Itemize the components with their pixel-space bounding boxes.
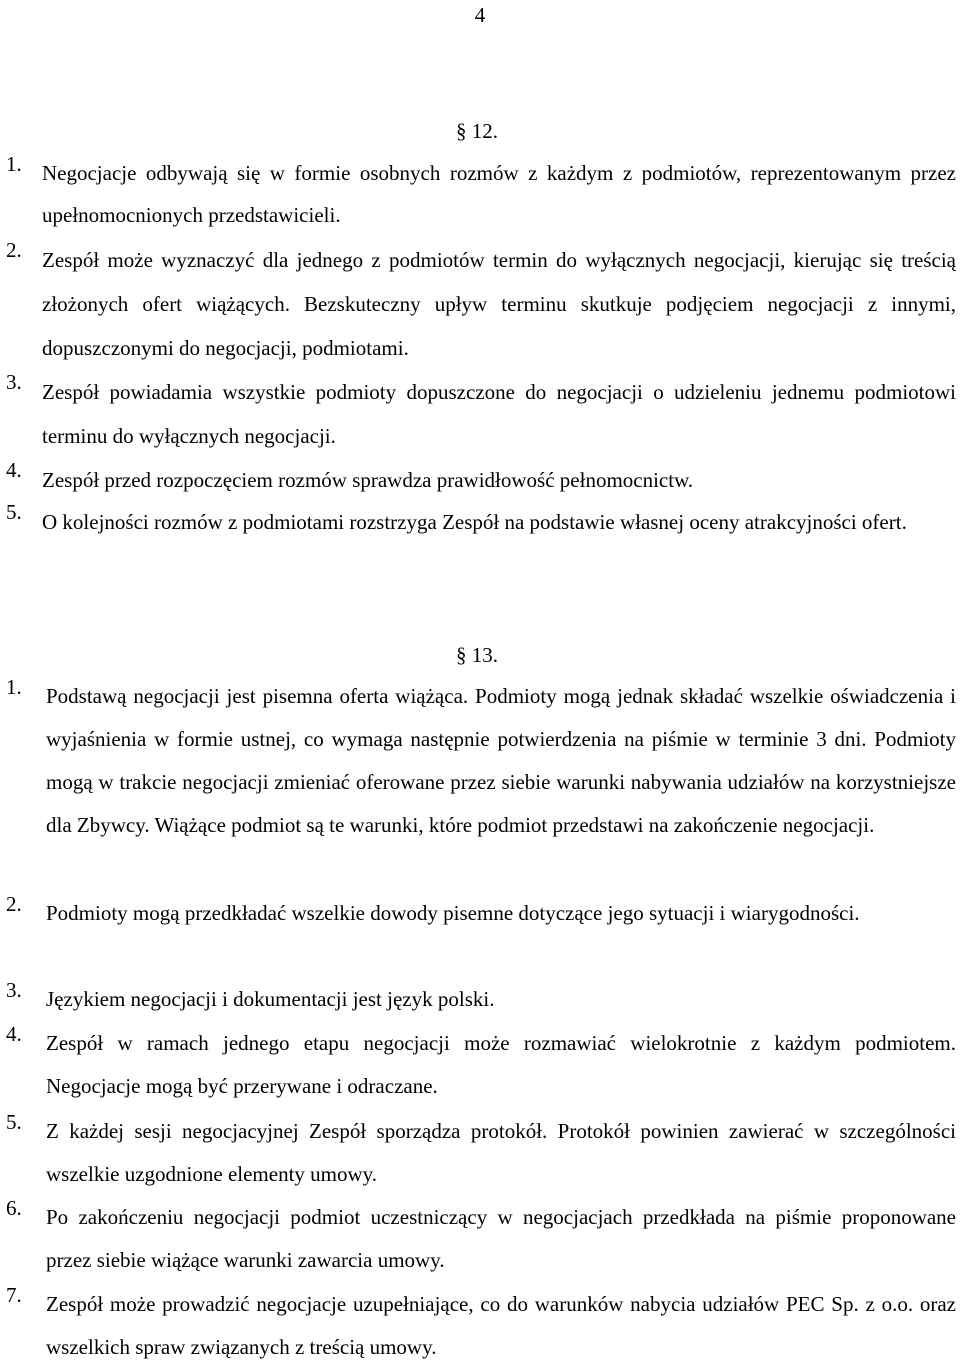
item-text: Negocjacje odbywają się w formie osobnych rozmów z każdym z podmiotów, reprezentowanym przez upełnomocnionych przedstawicieli.: [42, 161, 956, 227]
list-item: [6, 370, 956, 458]
item-text: Zespół przed rozpoczęciem rozmów sprawdza prawidłowość pełnomocnictw.: [42, 468, 694, 492]
page-number: 4: [474, 3, 486, 27]
item-text: Podmioty mogą przedkładać wszelkie dowody pisemne dotyczące jego sytuacji i wiarygodności.: [46, 901, 860, 925]
item-number: 4.: [6, 1022, 22, 1046]
list-item: [6, 1283, 956, 1369]
item-number: 5.: [6, 1110, 22, 1134]
list-item: [6, 892, 956, 935]
item-text: Zespół może wyznaczyć dla jednego z podmiotów termin do wyłącznych negocjacji, kierując się treścią złożonych ofert wiążących. Bezskuteczny upływ terminu skutkuje podjęciem negocjacji z innymi, dopuszczonymi do negocjacji, podmiotami.: [42, 248, 956, 360]
section-heading: § 12.: [456, 119, 498, 143]
item-number: 7.: [6, 1283, 22, 1307]
item-text: Zespół w ramach jednego etapu negocjacji może rozmawiać wielokrotnie z każdym podmiotem. Negocjacje mogą być przerywane i odraczane.: [46, 1031, 956, 1098]
list-item: [6, 1110, 956, 1196]
item-number: 2.: [6, 238, 22, 262]
item-text: Zespół powiadamia wszystkie podmioty dopuszczone do negocjacji o udzieleniu jednemu podmiotowi terminu do wyłącznych negocjacji.: [42, 380, 956, 448]
list-item: [6, 978, 956, 1021]
list-item: [6, 238, 956, 370]
list-item: [6, 1196, 956, 1282]
item-number: 2.: [6, 892, 22, 916]
section-heading: § 13.: [456, 643, 498, 667]
item-text: O kolejności rozmów z podmiotami rozstrzyga Zespół na podstawie własnej oceny atrakcyjności ofert.: [42, 510, 907, 534]
item-number: 4.: [6, 458, 22, 482]
item-text: Po zakończeniu negocjacji podmiot uczestniczący w negocjacjach przedkłada na piśmie proponowane przez siebie wiążące warunki zawarcia umowy.: [46, 1205, 956, 1272]
list-item: [6, 1022, 956, 1108]
item-text: Z każdej sesji negocjacyjnej Zespół sporządza protokół. Protokół powinien zawierać w szczególności wszelkie uzgodnione elementy umowy.: [46, 1119, 956, 1186]
list-item: [6, 675, 956, 847]
item-text: Zespół może prowadzić negocjacje uzupełniające, co do warunków nabycia udziałów PEC Sp. z o.o. oraz wszelkich spraw związanych z treścią umowy.: [46, 1292, 956, 1359]
item-text: Podstawą negocjacji jest pisemna oferta wiążąca. Podmioty mogą jednak składać wszelkie oświadczenia i wyjaśnienia w formie ustnej, co wymaga następnie potwierdzenia na piśmie w terminie 3 dni. Podmioty mogą w trakcie negocjacji zmieniać oferowane przez siebie warunki nabywania udziałów na korzystniejsze dla Zbywcy. Wiążące podmiot są te warunki, które podmiot przedstawi na zakończenie negocjacji.: [46, 684, 956, 837]
item-number: 1.: [6, 152, 22, 176]
item-number: 6.: [6, 1196, 22, 1220]
item-number: 3.: [6, 978, 22, 1002]
item-text: Językiem negocjacji i dokumentacji jest język polski.: [46, 987, 495, 1011]
item-number: 3.: [6, 370, 22, 394]
list-item: [6, 458, 956, 502]
list-item: [6, 500, 956, 544]
item-number: 5.: [6, 500, 22, 524]
item-number: 1.: [6, 675, 22, 699]
list-item: [6, 152, 956, 236]
